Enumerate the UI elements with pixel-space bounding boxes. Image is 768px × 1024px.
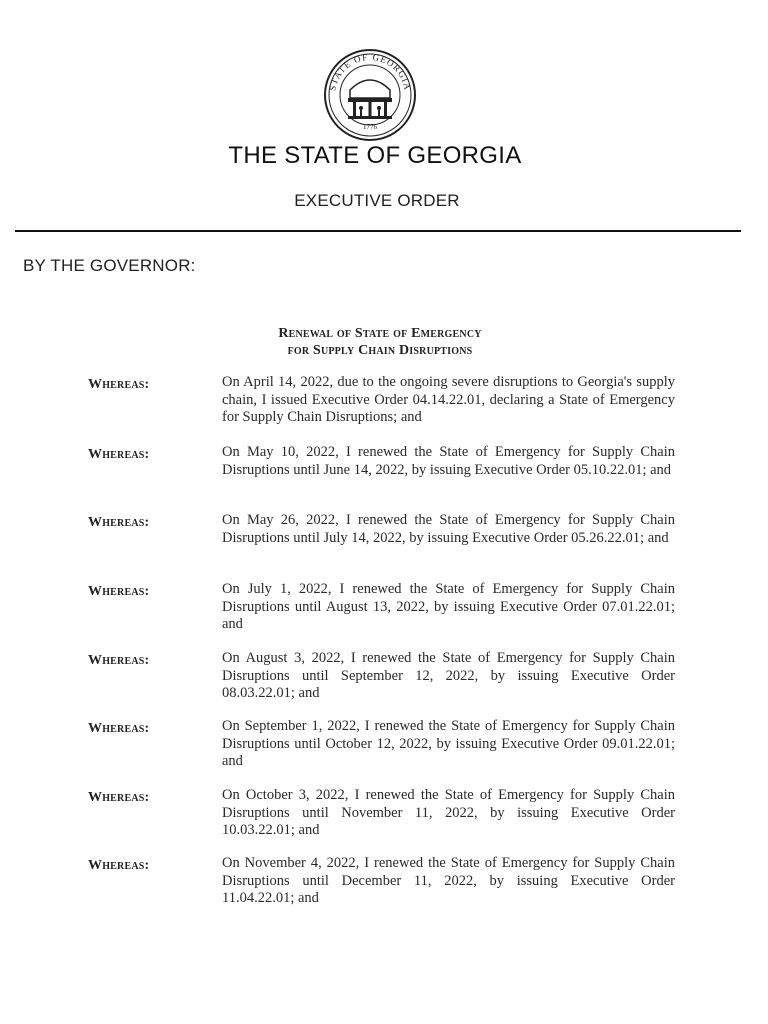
seal-ring-text: STATE OF GEORGIA bbox=[327, 51, 413, 92]
whereas-label: Whereas: bbox=[88, 721, 150, 736]
whereas-clause bbox=[0, 581, 768, 641]
whereas-text: On October 3, 2022, I renewed the State of Emergency for Supply Chain Disruptions until November 11, 2022, by issuing Executive Order 10.03.22.01; and bbox=[222, 787, 675, 838]
whereas-text: On July 1, 2022, I renewed the State of Emergency for Supply Chain Disruptions until August 13, 2022, by issuing Executive Order 07.01.22.01; and bbox=[222, 581, 675, 632]
order-heading-line-2: for Supply Chain Disruptions bbox=[287, 343, 473, 358]
whereas-text: On September 1, 2022, I renewed the State of Emergency for Supply Chain Disruptions until October 12, 2022, by issuing Executive Order 09.01.22.01; and bbox=[222, 718, 675, 769]
whereas-text: On May 26, 2022, I renewed the State of Emergency for Supply Chain Disruptions until July 14, 2022, by issuing Executive Order 05.26.22.01; and bbox=[222, 512, 675, 546]
order-heading bbox=[215, 325, 545, 359]
whereas-text: On November 4, 2022, I renewed the State of Emergency for Supply Chain Disruptions until December 11, 2022, by issuing Executive Order 11.04.22.01; and bbox=[222, 855, 675, 906]
whereas-text: On August 3, 2022, I renewed the State of Emergency for Supply Chain Disruptions until September 12, 2022, by issuing Executive Order 08.03.22.01; and bbox=[222, 650, 675, 701]
whereas-label: Whereas: bbox=[88, 584, 150, 599]
whereas-text: On May 10, 2022, I renewed the State of Emergency for Supply Chain Disruptions until June 14, 2022, by issuing Executive Order 05.10.22.01; and bbox=[222, 444, 675, 478]
whereas-label: Whereas: bbox=[88, 515, 150, 530]
whereas-clause bbox=[0, 855, 768, 915]
order-heading-line-1: Renewal of State of Emergency bbox=[278, 326, 482, 341]
document-subtitle: EXECUTIVE ORDER bbox=[294, 191, 460, 210]
whereas-clause bbox=[0, 512, 768, 572]
seal-year: 1776 bbox=[363, 123, 377, 131]
whereas-label: Whereas: bbox=[88, 447, 150, 462]
whereas-clause bbox=[0, 787, 768, 847]
header-divider bbox=[15, 230, 741, 232]
whereas-label: Whereas: bbox=[88, 858, 150, 873]
document-title: THE STATE OF GEORGIA bbox=[228, 142, 522, 169]
whereas-clause bbox=[0, 374, 768, 434]
whereas-label: Whereas: bbox=[88, 790, 150, 805]
whereas-label: Whereas: bbox=[88, 377, 150, 392]
whereas-clause bbox=[0, 444, 768, 504]
whereas-text: On April 14, 2022, due to the ongoing severe disruptions to Georgia's supply chain, I issued Executive Order 04.14.22.01, declaring a State of Emergency for Supply Chain Disruptions; and bbox=[222, 374, 675, 425]
georgia-state-seal-icon bbox=[323, 48, 417, 142]
whereas-clause bbox=[0, 650, 768, 710]
svg-text:STATE OF GEORGIA bbox=[327, 52, 413, 92]
whereas-label: Whereas: bbox=[88, 653, 150, 668]
by-the-governor-line: BY THE GOVERNOR: bbox=[23, 256, 196, 275]
whereas-clause bbox=[0, 718, 768, 778]
